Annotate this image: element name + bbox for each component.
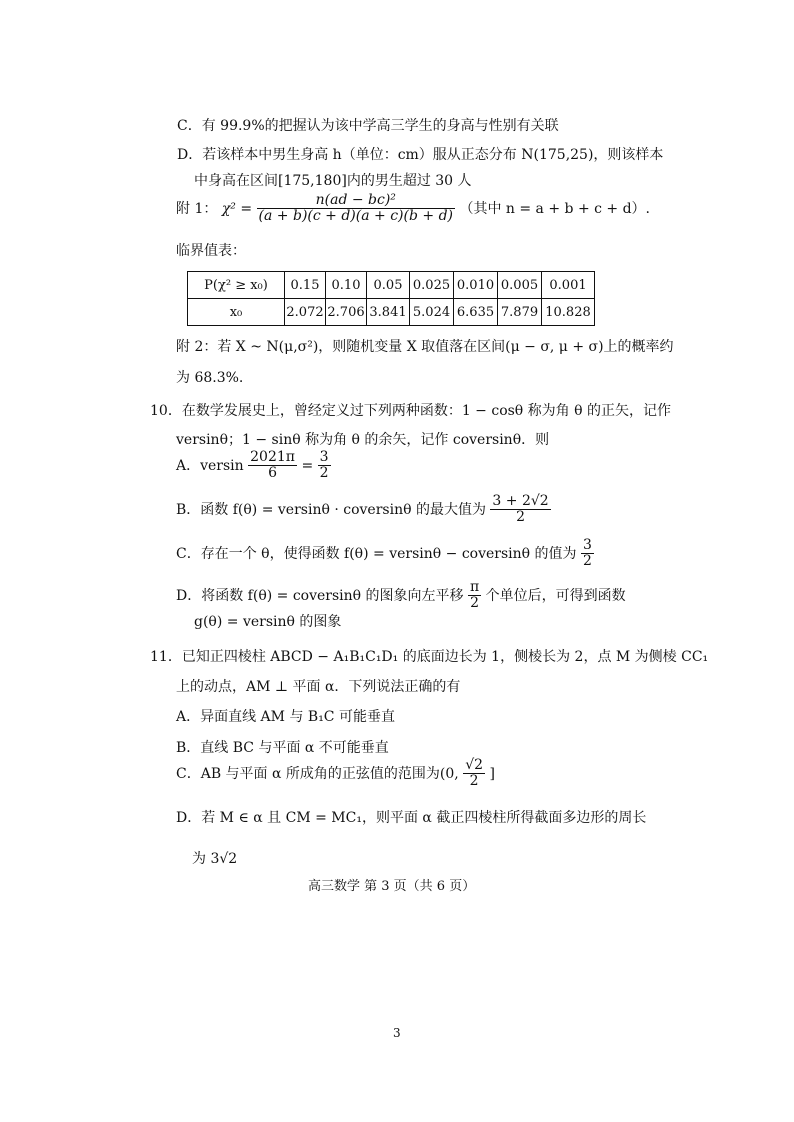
option-d-numerator: π [470,579,480,595]
table-cell: 0.15 [285,272,326,299]
critical-value-table [187,271,595,326]
question11-option-d-line2: 为 3√2 [192,851,238,867]
table-cell: 2.706 [326,299,367,326]
chi-square-numerator: n(ad − bc)² [257,193,455,209]
question10-stem-line1: 10．在数学发展史上，曾经定义过下列两种函数：1 − cosθ 称为角 θ 的正矢，记作 [150,403,672,419]
table-cell: x₀ [188,299,285,326]
table-cell: 0.005 [498,272,542,299]
chi-square-symbol: χ² = [221,200,253,217]
table-cell: 0.025 [410,272,454,299]
table-cell: 0.010 [454,272,498,299]
option-a-result-numerator: 3 [319,449,329,465]
option-b-numerator: 3 + 2√2 [492,493,549,509]
question11-stem-line1: 11．已知正四棱柱 ABCD − A₁B₁C₁D₁ 的底面边长为 1，侧棱长为 2，点 M 为侧棱 CC₁ [150,649,709,665]
option-a-fraction [248,450,297,482]
table-cell: 7.879 [498,299,542,326]
appendix2-line1: 附 2：若 X ~ N(μ,σ²)，则随机变量 X 取值落在区间(μ − σ, μ + σ)上的概率约 [176,339,674,355]
question11-option-d-line1: D．若 M ∈ α 且 CM = MC₁，则平面 α 截正四棱柱所得截面多边形的周长 [176,810,647,826]
table-cell: 10.828 [542,299,595,326]
option-b-fraction [490,494,550,526]
option-a-equals: = [301,457,314,474]
table-cell: P(χ² ≥ x₀) [188,272,285,299]
option-d-prefix: D．将函数 f(θ) = coversinθ 的图象向左平移 [176,587,464,604]
table-cell: 2.072 [285,299,326,326]
option-a-numerator: 2021π [250,449,295,465]
table-cell: 0.10 [326,272,367,299]
question11-option-a: A．异面直线 AM 与 B₁C 可能垂直 [176,709,395,725]
question10-option-d-line2: g(θ) = versinθ 的图象 [194,614,342,630]
question10-stem-line2: versinθ；1 − sinθ 称为角 θ 的余矢，记作 coversinθ．则 [176,432,550,448]
option-c-numerator: 3 [583,537,592,553]
q11-option-c-prefix: C．AB 与平面 α 所成角的正弦值的范围为(0, [176,765,459,782]
question10-option-c [176,538,594,570]
q11-option-c-denominator: 2 [469,773,479,790]
question9-option-d-line2: 中身高在区间[175,180]内的男生超过 30 人 [194,173,472,189]
critical-value-label: 临界值表： [176,243,246,259]
option-d-denominator: 2 [470,595,480,612]
page-footer: 高三数学 第 3 页（共 6 页） [308,879,476,894]
question10-option-d [176,580,626,612]
option-a-prefix: A．versin [176,457,244,474]
option-c-fraction [581,538,594,570]
appendix1-formula [176,193,650,225]
option-a-denominator: 6 [268,465,278,482]
option-a-result-fraction [318,450,331,482]
table-row [188,272,595,299]
option-d-suffix: 个单位后，可得到函数 [485,587,626,604]
table-cell: 0.05 [367,272,410,299]
question11-option-b: B．直线 BC 与平面 α 不可能垂直 [176,740,389,756]
question9-option-d-line1: D．若该样本中男生身高 h（单位：cm）服从正态分布 N(175,25)，则该样本 [177,147,664,163]
q11-option-c-suffix: ] [489,765,495,782]
question9-option-c: C．有 99.9%的把握认为该中学高三学生的身高与性别有关联 [177,118,559,134]
page-number: 3 [393,1026,401,1040]
option-a-result-denominator: 2 [319,465,329,482]
appendix2-line2: 为 68.3%. [176,370,244,386]
table-cell: 3.841 [367,299,410,326]
chi-square-fraction [257,193,455,225]
appendix1-note: （其中 n = a + b + c + d）. [459,200,651,217]
question11-stem-line2: 上的动点，AM ⊥ 平面 α．下列说法正确的有 [176,679,461,695]
table-cell: 0.001 [542,272,595,299]
option-b-prefix: B．函数 f(θ) = versinθ · coversinθ 的最大值为 [176,501,486,518]
option-d-fraction [468,580,481,612]
chi-square-denominator: (a + b)(c + d)(a + c)(b + d) [258,208,453,225]
table-cell: 5.024 [410,299,454,326]
q11-option-c-numerator: √2 [465,757,484,773]
question10-option-b [176,494,551,526]
question10-option-a [176,450,331,482]
q11-option-c-fraction [463,758,485,790]
table-cell: 6.635 [454,299,498,326]
option-c-denominator: 2 [583,553,592,570]
option-c-prefix: C．存在一个 θ，使得函数 f(θ) = versinθ − coversinθ 的值为 [176,545,577,562]
option-b-denominator: 2 [516,509,526,526]
appendix1-label: 附 1： [176,200,218,217]
table-row [188,299,595,326]
question11-option-c [176,758,495,790]
